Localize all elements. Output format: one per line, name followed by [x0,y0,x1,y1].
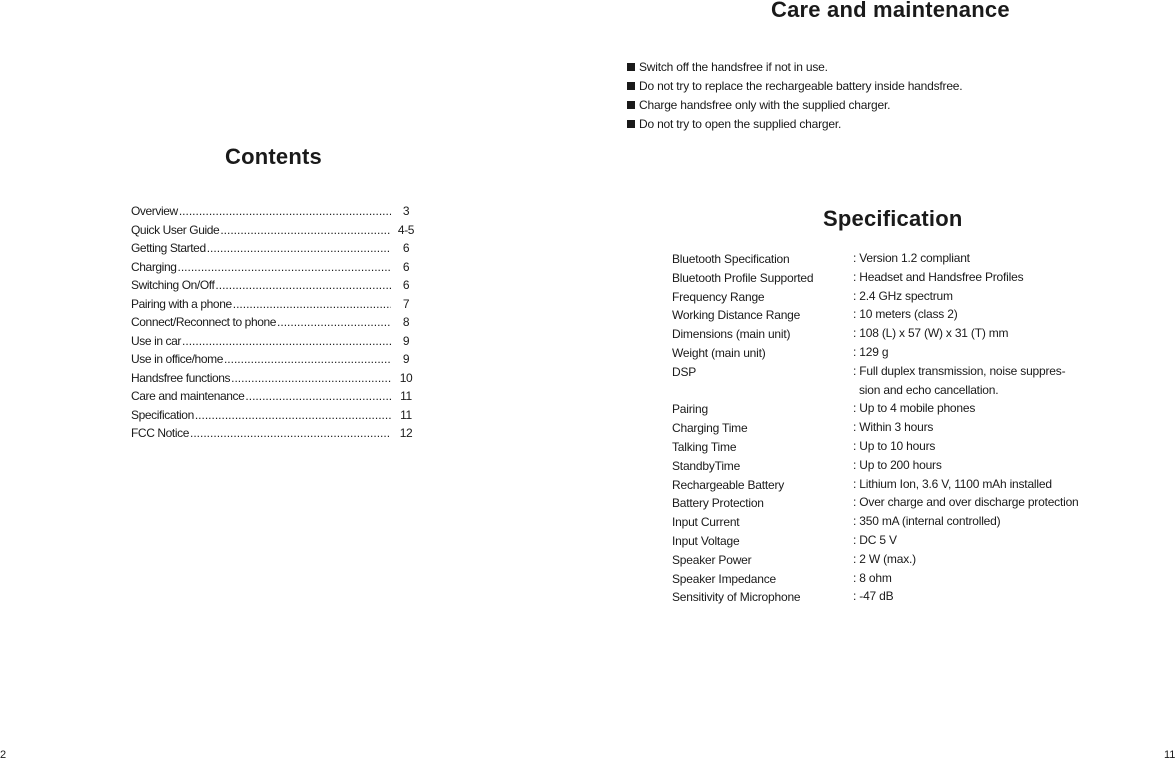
spec-value: sion and echo cancellation. [859,382,999,397]
toc-item[interactable]: Handsfree functions ..... 10 [131,371,421,390]
spec-title: Specification [823,206,963,231]
left-page-number: 2 [0,749,7,761]
spec-label: Bluetooth Specification [672,252,790,266]
toc-item[interactable]: Quick User Guide ..... 4-5 [131,223,421,242]
list-item: Do not try to open the supplied charger. [627,114,962,133]
square-bullet-icon [627,63,635,71]
list-item: Do not try to replace the rechargeable battery inside handsfree. [627,76,962,95]
spec-value: : 8 ohm [853,570,892,585]
contents-title: Contents [225,144,322,169]
toc-item[interactable]: Switching On/Off ..... 6 [131,278,421,297]
spec-values [853,249,1079,606]
toc-item[interactable]: Connect/Reconnect to phone ..... 8 [131,315,421,334]
spec-value: : Headset and Handsfree Profiles [853,269,1024,284]
spec-value: : Over charge and over discharge protection [853,495,1079,510]
right-page-number: 11 [1164,749,1175,761]
spec-label: DSP [672,364,697,379]
toc-item[interactable]: Care and maintenance ..... 11 [131,389,421,408]
spec-label: StandbyTime [672,458,741,473]
spec-value: : 108 (L) x 57 (W) x 31 (T) mm [853,326,1009,341]
spec-value: : 10 meters (class 2) [853,307,958,322]
table-of-contents [131,204,421,445]
spec-label: Dimensions (main unit) [672,327,791,342]
spec-value: : DC 5 V [853,532,897,547]
toc-item[interactable]: Charging ..... 6 [131,260,421,279]
toc-item[interactable]: Use in office/home ..... 9 [131,352,421,371]
square-bullet-icon [627,101,635,109]
spec-label: Input Current [672,515,740,530]
spec-value: : 2 W (max.) [853,551,916,566]
square-bullet-icon [627,120,635,128]
spec-label: Charging Time [672,421,748,436]
toc-item[interactable]: Overview ..... 3 [131,204,421,223]
spec-value: : -47 dB [853,589,894,604]
spec-label: Pairing [672,402,708,417]
spec-value: : Up to 10 hours [853,438,936,453]
toc-item[interactable]: Getting Started ..... 6 [131,241,421,260]
list-item: Charge handsfree only with the supplied charger. [627,95,962,114]
spec-label: Input Voltage [672,533,740,548]
spec-label: Speaker Power [672,552,752,567]
list-item: Switch off the handsfree if not in use. [627,57,962,76]
toc-item[interactable]: FCC Notice ..... 12 [131,426,421,445]
spec-value: : Up to 4 mobile phones [853,401,976,416]
spec-value: : 2.4 GHz spectrum [853,288,953,303]
spec-value: : Within 3 hours [853,420,934,435]
toc-item[interactable]: Pairing with a phone ..... 7 [131,297,421,316]
spec-value: : Up to 200 hours [853,457,942,472]
spec-value: : Version 1.2 compliant [853,251,970,265]
spec-label: Frequency Range [672,289,765,304]
spec-labels [672,250,813,607]
spec-label: Bluetooth Profile Supported [672,270,814,285]
spec-label: Working Distance Range [672,308,801,323]
spec-label: Weight (main unit) [672,345,766,360]
spec-value: : Full duplex transmission, noise suppres- [853,363,1066,378]
spec-value: : Lithium Ion, 3.6 V, 1100 mAh installed [853,476,1052,491]
spec-label: Speaker Impedance [672,571,777,586]
spec-value: : 129 g [853,344,889,359]
spec-label: Battery Protection [672,496,764,511]
toc-item[interactable]: Use in car ..... 9 [131,334,421,353]
toc-item[interactable]: Specification ..... 11 [131,408,421,427]
spec-label: Sensitivity of Microphone [672,590,801,605]
square-bullet-icon [627,82,635,90]
spec-label: Rechargeable Battery [672,477,785,492]
spec-value: : 350 mA (internal controlled) [853,514,1001,529]
care-title: Care and maintenance [771,0,1010,22]
spec-label: Talking Time [672,439,737,454]
care-list [627,57,962,133]
